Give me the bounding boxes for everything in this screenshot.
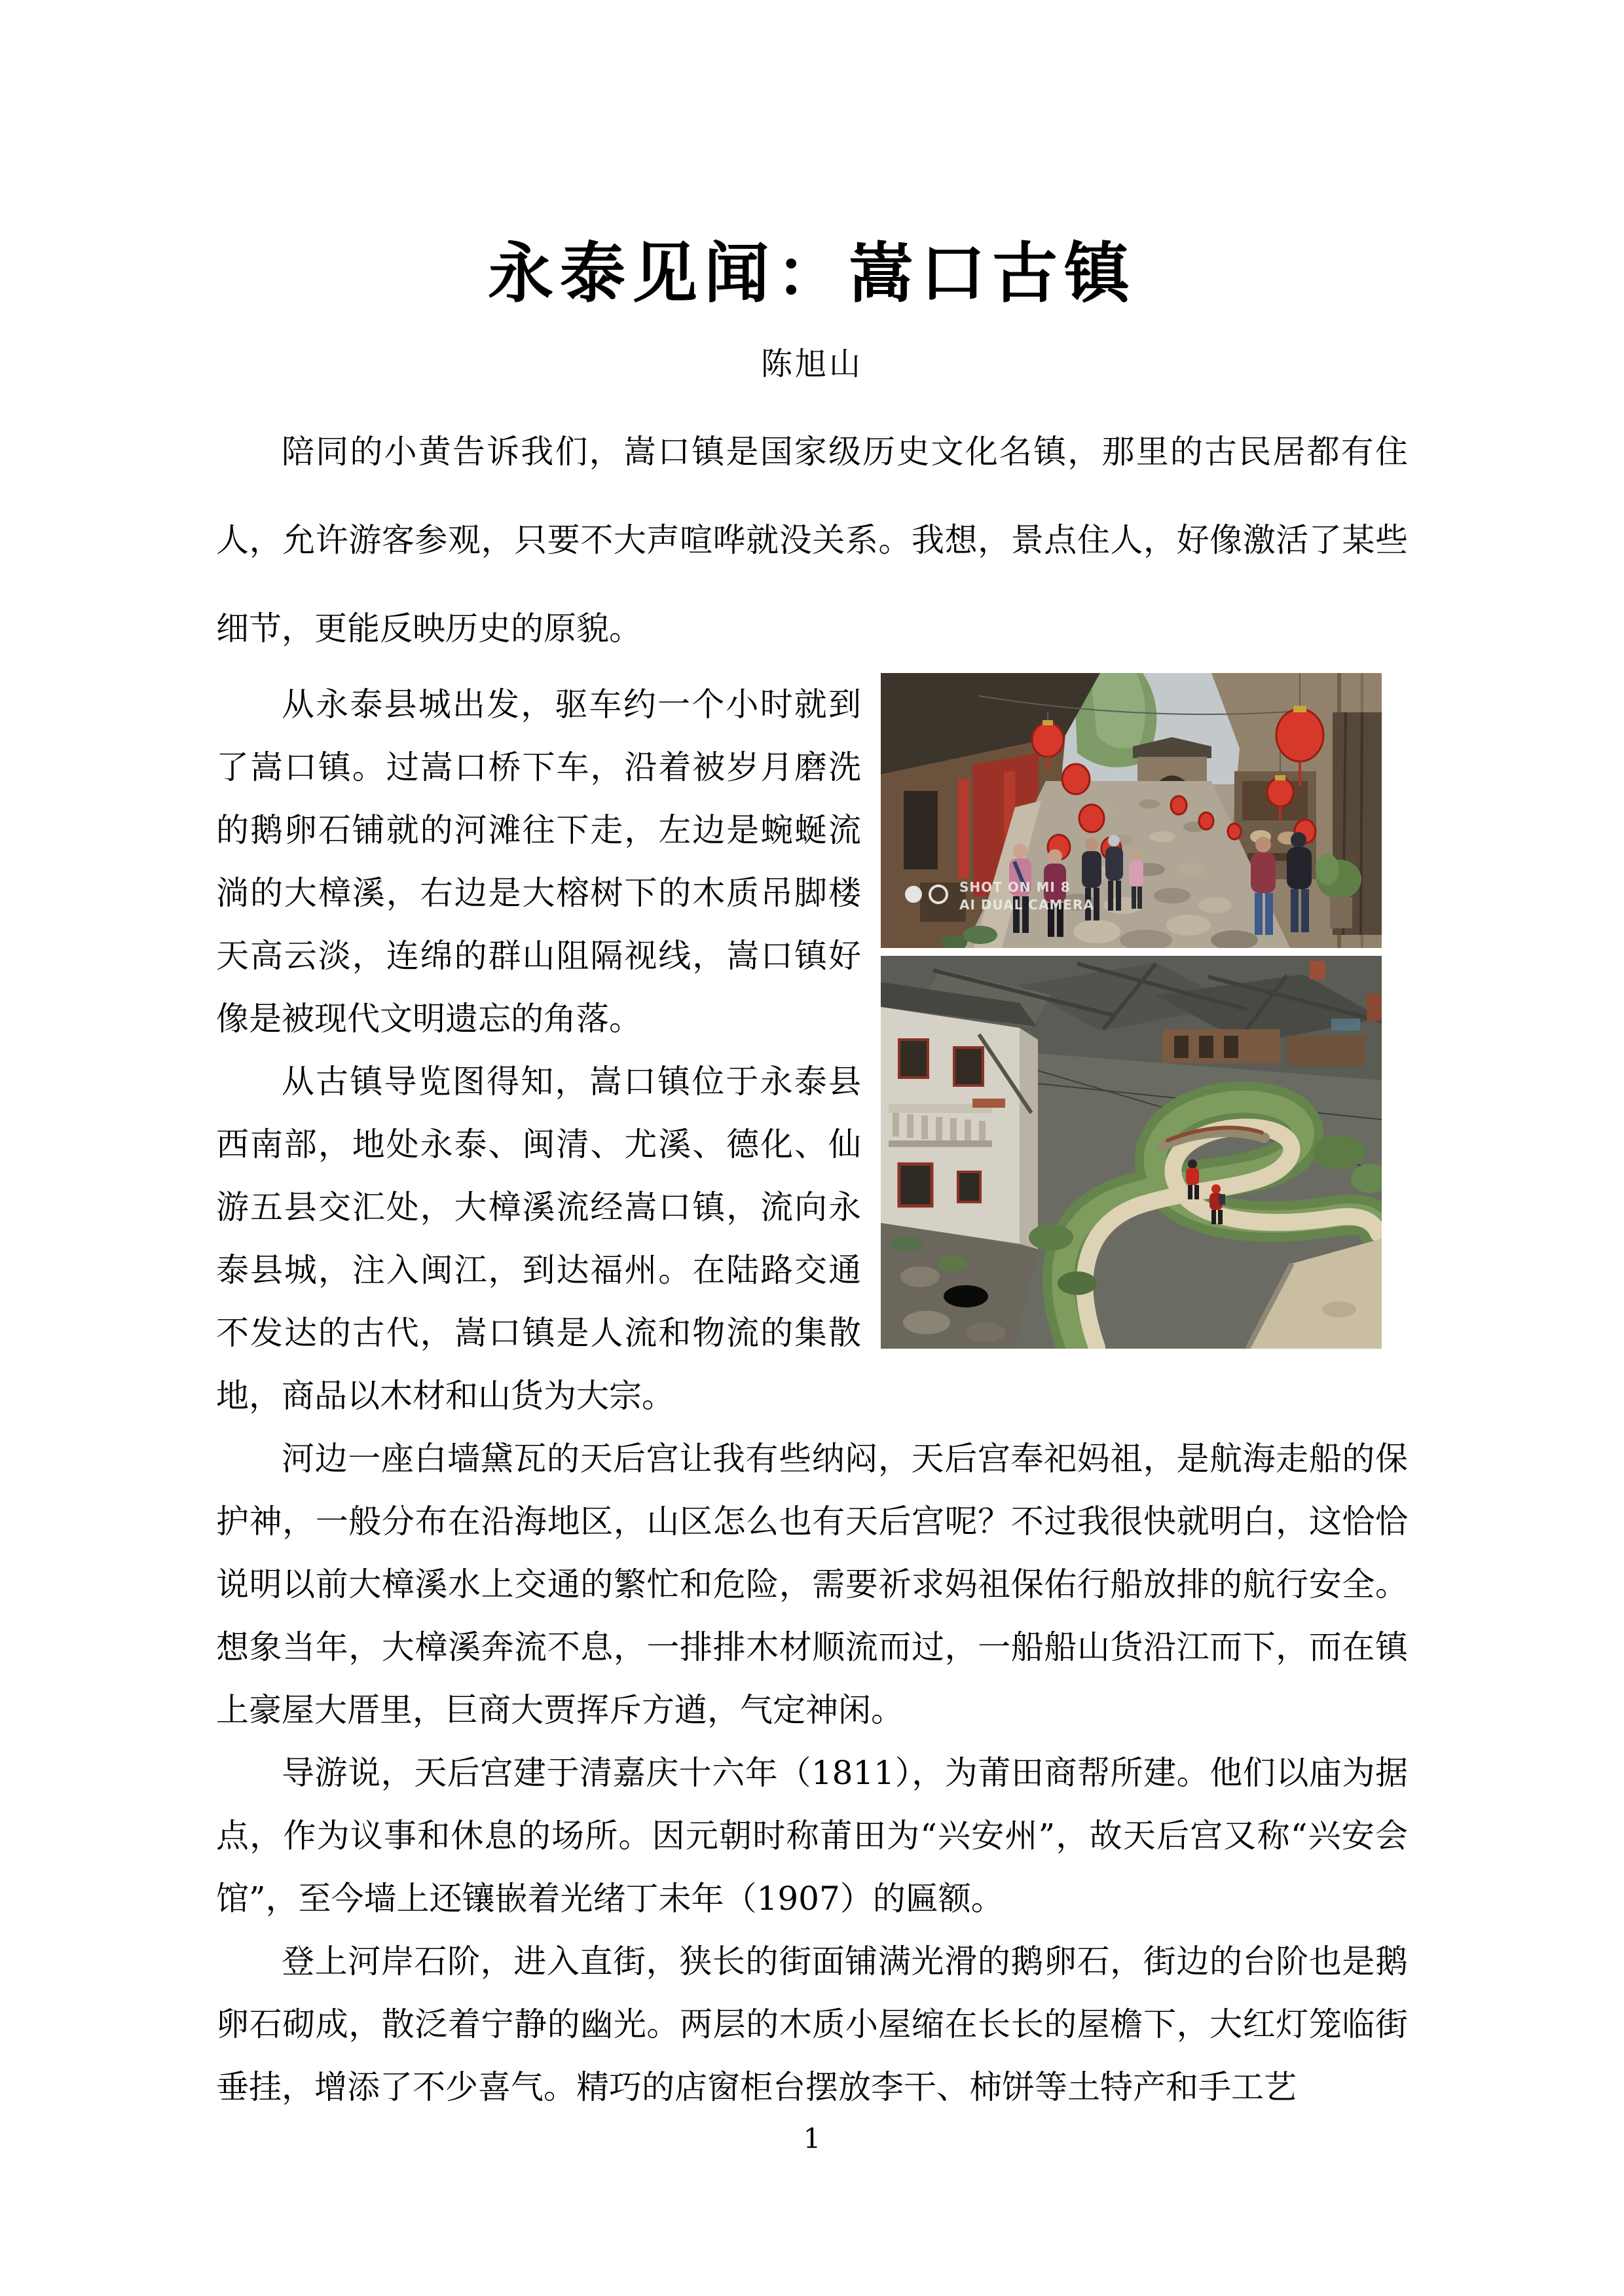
article-title: 永泰见闻：嵩口古镇 [488, 234, 1136, 312]
paragraph-4: 河边一座白墙黛瓦的天后宫让我有些纳闷，天后宫奉祀妈祖，是航海走船的保护神，一般分布在沿海地区，山区怎么也有天后宫呢？不过我很快就明白，这恰恰说明以前大樟溪水上交通的繁忙和危险，需要祈求妈祖保佑行船放排的航行安全。想象当年，大樟溪奔流不息，一排排木材顺流而过，一船船山货沿江而下，而在镇上豪屋大厝里，巨商大贾挥斥方遒，气定神闲。 [216, 1440, 1408, 1729]
street-photo [881, 673, 1382, 948]
photo-column [881, 673, 1382, 1349]
paragraph-1: 陪同的小黄告诉我们，嵩口镇是国家级历史文化名镇，那里的古民居都有住人，允许游客参观，只要不大声喧哗就没关系。我想，景点住人，好像激活了某些细节，更能反映历史的原貌。 [216, 433, 1408, 647]
aerial-photo-illustration [881, 956, 1382, 1349]
watermark-dot-icon [905, 886, 922, 903]
aerial-photo [881, 956, 1382, 1349]
paragraph-2: 从永泰县城出发，驱车约一个小时就到了嵩口镇。过嵩口桥下车，沿着被岁月磨洗的鹅卵石铺就的河滩往下走，左边是蜿蜒流淌的大樟溪，右边是大榕树下的木质吊脚楼天高云淡，连绵的群山阻隔视线，嵩口镇好像是被现代文明遗忘的角落。 [216, 685, 861, 1038]
paragraph-6: 登上河岸石阶，进入直街，狭长的街面铺满光滑的鹅卵石，街边的台阶也是鹅卵石砌成，散泛着宁静的幽光。两层的木质小屋缩在长长的屋檐下，大红灯笼临街垂挂，增添了不少喜气。精巧的店窗柜台摆放李干、柿饼等土特产和手工艺 [216, 1942, 1408, 2106]
article-body [216, 408, 1408, 2119]
street-photo-illustration [881, 673, 1382, 948]
white-building [881, 982, 1038, 1249]
paragraph-5: 导游说，天后宫建于清嘉庆十六年（1811），为莆田商帮所建。他们以庙为据点，作为议事和休息的场所。因元朝时称莆田为“兴安州”，故天后宫又称“兴安会馆”，至今墙上还镶嵌着光绪丁未年（1907）的匾额。 [216, 1754, 1408, 1918]
article-author: 陈旭山 [760, 346, 863, 382]
page-number: 1 [803, 2123, 821, 2155]
paragraph-3: 从古镇导览图得知，嵩口镇位于永泰县西南部，地处永泰、闽清、尤溪、德化、仙游五县交汇处，大樟溪流经嵩口镇，流向永泰县城，注入闽江，到达福州。在陆路交通不发达的古代，嵩口镇是人流和物流的集散地，商品以木材和山货为大宗。 [216, 1063, 861, 1415]
watermark-brand-text: SHOT ON MI 8 [959, 879, 1071, 895]
watermark-sub-text: AI DUAL CAMERA [959, 897, 1094, 913]
